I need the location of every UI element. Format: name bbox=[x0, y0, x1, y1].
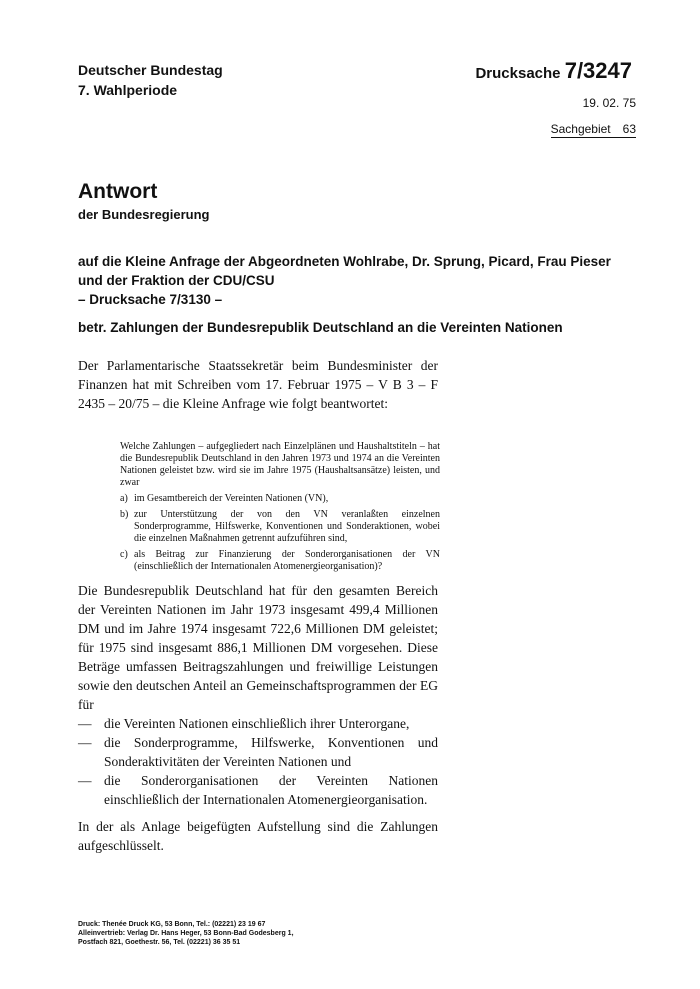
question-item-label: a) bbox=[120, 493, 128, 504]
question-item-text: im Gesamtbereich der Vereinten Nationen (VN), bbox=[134, 493, 329, 504]
question-item-text: als Beitrag zur Finanzierung der Sonderorganisationen der VN (einschließlich der Internationalen Atomenergieorganisation)? bbox=[134, 549, 440, 572]
bullet-dash: — bbox=[78, 735, 92, 750]
answer-bullet bbox=[78, 771, 438, 809]
footer-line-2: Alleinvertrieb: Verlag Dr. Hans Heger, 53 Bonn-Bad Godesberg 1, bbox=[78, 930, 294, 937]
page-subtitle: der Bundesregierung bbox=[78, 207, 210, 222]
question-item-label: b) bbox=[120, 509, 129, 520]
drucksache-label: Drucksache bbox=[475, 65, 561, 82]
bullet-text: die Sonderprogramme, Hilfswerke, Konventionen und Sonderaktivitäten der Vereinten Nationen und bbox=[104, 735, 438, 769]
bullet-text: die Sonderorganisationen der Vereinten Nationen einschließlich der Internationalen Atomenergieorganisation. bbox=[104, 773, 438, 807]
sachgebiet-number: 63 bbox=[622, 122, 636, 136]
anfrage-line-2: und der Fraktion der CDU/CSU bbox=[78, 273, 275, 288]
answer-block bbox=[78, 581, 438, 855]
answer-paragraph-1: Die Bundesrepublik Deutschland hat für den gesamten Bereich der Vereinten Nationen im Jahr 1973 insgesamt 499,4 Millionen DM und im Jahre 1974 insgesamt 722,6 Millionen DM geleistet; für 1975 sind insgesamt 886,1 Millionen DM vorgesehen. Diese Beträge umfassen Beitragszahlungen und freiwillige Leistungen sowie den deutschen Anteil an Gemeinschaftsprogrammen der EG für bbox=[78, 583, 438, 712]
footer-line-1: Druck: Thenée Druck KG, 53 Bonn, Tel.: (02221) 23 19 67 bbox=[78, 921, 266, 928]
page-title: Antwort bbox=[78, 180, 158, 203]
institution: Deutscher Bundestag bbox=[78, 62, 223, 78]
bullet-dash: — bbox=[78, 773, 92, 788]
anfrage-line-3: – Drucksache 7/3130 – bbox=[78, 292, 223, 307]
anfrage-line-1: auf die Kleine Anfrage der Abgeordneten Wohlrabe, Dr. Sprung, Picard, Frau Pieser bbox=[78, 254, 611, 269]
question-block bbox=[120, 441, 440, 573]
sachgebiet-label: Sachgebiet bbox=[550, 122, 611, 136]
header-institution-block bbox=[78, 60, 223, 100]
sachgebiet bbox=[551, 122, 636, 138]
answer-bullet bbox=[78, 714, 438, 733]
bullet-dash: — bbox=[78, 716, 92, 731]
question-item bbox=[120, 493, 440, 505]
bullet-text: die Vereinten Nationen einschließlich ihrer Unterorgane, bbox=[104, 716, 410, 731]
question-item bbox=[120, 509, 440, 545]
anfrage-heading bbox=[78, 252, 648, 309]
question-item bbox=[120, 549, 440, 573]
wahlperiode: 7. Wahlperiode bbox=[78, 82, 178, 98]
document-date: 19. 02. 75 bbox=[582, 96, 636, 110]
drucksache-number: 7/3247 bbox=[564, 58, 632, 83]
intro-paragraph: Der Parlamentarische Staatssekretär beim Bundesminister der Finanzen hat mit Schreiben vom 17. Februar 1975 – V B 3 – F 2435 – 20/75 – die Kleine Anfrage wie folgt beantwortet: bbox=[78, 358, 438, 411]
footer-line-3: Postfach 821, Goethestr. 56, Tel. (02221) 36 35 51 bbox=[78, 939, 241, 946]
subject-line: betr. Zahlungen der Bundesrepublik Deutschland an die Vereinten Nationen bbox=[78, 320, 563, 335]
question-item-text: zur Unterstützung der von den VN veranlaßten einzelnen Sonderprogramme, Hilfswerke, Konventionen und Sonderaktionen, wobei die einzelnen Maßnahmen getrennt aufzuführen sind, bbox=[134, 509, 440, 544]
question-text: Welche Zahlungen – aufgegliedert nach Einzelplänen und Haushaltstiteln – hat die Bundesrepublik Deutschland in den Jahren 1973 und 1974 an die Vereinten Nationen geleistet bzw. wird sie im Jahre 1975 (Haushaltsansätze) leisten, und zwar bbox=[120, 441, 440, 488]
answer-bullet bbox=[78, 733, 438, 771]
answer-paragraph-2: In der als Anlage beigefügten Aufstellung sind die Zahlungen aufgeschlüsselt. bbox=[78, 819, 438, 853]
print-footer bbox=[78, 920, 294, 947]
question-item-label: c) bbox=[120, 549, 128, 560]
drucksache-block bbox=[475, 58, 632, 84]
